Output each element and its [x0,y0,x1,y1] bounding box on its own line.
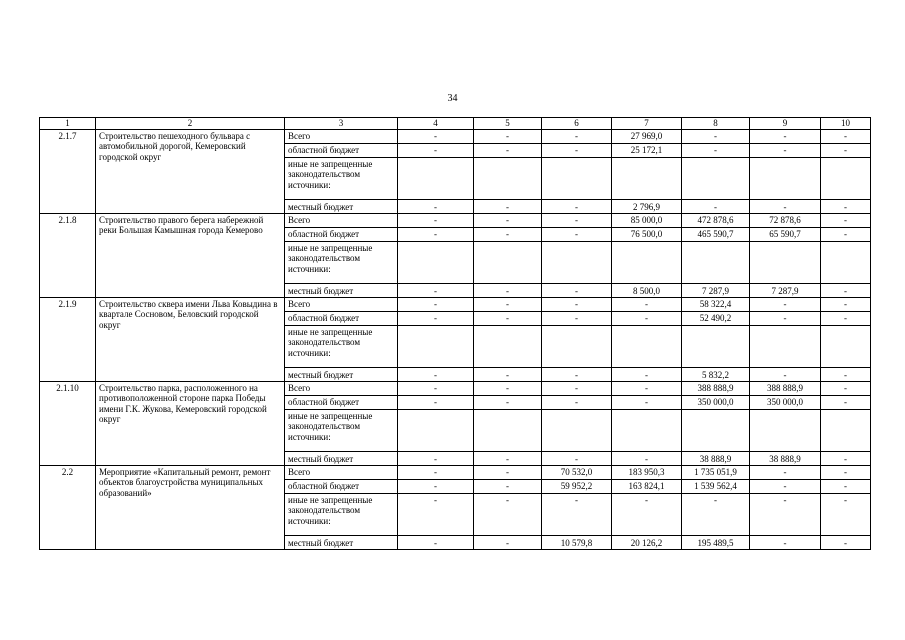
value-cell-col-9: 350 000,0 [750,396,821,410]
value-cell-col-5: - [474,284,542,298]
value-cell-col-4: - [398,494,474,536]
entry-code: 2.1.9 [40,298,96,382]
column-header-10: 10 [821,118,871,130]
value-cell-col-5: - [474,312,542,326]
value-cell-col-7: 20 126,2 [612,536,682,550]
value-cell-col-4: - [398,480,474,494]
value-cell-col-10: - [821,536,871,550]
value-cell-col-6 [542,242,612,284]
value-cell-col-10: - [821,214,871,228]
entry-code: 2.1.7 [40,130,96,214]
table-row [40,298,871,312]
value-cell-col-8: 5 832,2 [682,368,750,382]
value-cell-col-8: 195 489,5 [682,536,750,550]
funding-source-local: местный бюджет [285,200,398,214]
value-cell-col-6: - [542,200,612,214]
funding-source-other: иные не запрещенные законодательством источники: [285,242,398,284]
value-cell-col-6 [542,410,612,452]
funding-source-regional: областной бюджет [285,228,398,242]
value-cell-col-4 [398,326,474,368]
value-cell-col-6: - [542,284,612,298]
column-header-3: 3 [285,118,398,130]
value-cell-col-8 [682,326,750,368]
value-cell-col-9: - [750,466,821,480]
value-cell-col-8: 1 735 051,9 [682,466,750,480]
value-cell-col-6: - [542,144,612,158]
funding-source-other: иные не запрещенные законодательством источники: [285,326,398,368]
entry-name: Строительство сквера имени Льва Ковыдина в квартале Сосновом, Беловский городской округ [96,298,285,382]
value-cell-col-4: - [398,368,474,382]
value-cell-col-4: - [398,200,474,214]
funding-source-other: иные не запрещенные законодательством источники: [285,410,398,452]
value-cell-col-10: - [821,298,871,312]
value-cell-col-9 [750,158,821,200]
value-cell-col-7: 163 824,1 [612,480,682,494]
value-cell-col-9: - [750,368,821,382]
funding-source-regional: областной бюджет [285,480,398,494]
value-cell-col-8: 388 888,9 [682,382,750,396]
value-cell-col-9: - [750,536,821,550]
value-cell-col-7: 76 500,0 [612,228,682,242]
value-cell-col-6: - [542,368,612,382]
value-cell-col-5 [474,158,542,200]
value-cell-col-6 [542,326,612,368]
funding-source-total: Всего [285,214,398,228]
value-cell-col-4: - [398,214,474,228]
value-cell-col-6: - [542,494,612,536]
funding-source-regional: областной бюджет [285,144,398,158]
value-cell-col-7: 2 796,9 [612,200,682,214]
value-cell-col-6: - [542,382,612,396]
table-row [40,214,871,228]
value-cell-col-8: 52 490,2 [682,312,750,326]
value-cell-col-7: - [612,312,682,326]
value-cell-col-8 [682,242,750,284]
value-cell-col-8: - [682,494,750,536]
entry-name: Строительство пешеходного бульвара с автомобильной дорогой, Кемеровский городской округ [96,130,285,214]
value-cell-col-6: - [542,312,612,326]
value-cell-col-5: - [474,298,542,312]
value-cell-col-10 [821,242,871,284]
value-cell-col-10 [821,158,871,200]
value-cell-col-5: - [474,382,542,396]
value-cell-col-9: - [750,480,821,494]
value-cell-col-5: - [474,228,542,242]
value-cell-col-4: - [398,144,474,158]
value-cell-col-6: 59 952,2 [542,480,612,494]
value-cell-col-10: - [821,144,871,158]
funding-source-other: иные не запрещенные законодательством источники: [285,494,398,536]
column-header-7: 7 [612,118,682,130]
value-cell-col-8: - [682,200,750,214]
value-cell-col-5: - [474,494,542,536]
funding-source-local: местный бюджет [285,368,398,382]
column-header-5: 5 [474,118,542,130]
value-cell-col-5: - [474,144,542,158]
value-cell-col-5: - [474,200,542,214]
value-cell-col-7 [612,410,682,452]
value-cell-col-10: - [821,368,871,382]
value-cell-col-8: - [682,144,750,158]
value-cell-col-7: 25 172,1 [612,144,682,158]
value-cell-col-8: 472 878,6 [682,214,750,228]
value-cell-col-4: - [398,130,474,144]
value-cell-col-10: - [821,452,871,466]
value-cell-col-4: - [398,284,474,298]
value-cell-col-5: - [474,466,542,480]
value-cell-col-5: - [474,368,542,382]
column-header-4: 4 [398,118,474,130]
entry-name: Строительство парка, расположенного на противоположенной стороне парка Победы имени Г.К. Жукова, Кемеровский городской округ [96,382,285,466]
value-cell-col-6: 70 532,0 [542,466,612,480]
value-cell-col-6 [542,158,612,200]
value-cell-col-10 [821,326,871,368]
value-cell-col-6: - [542,214,612,228]
value-cell-col-8: 1 539 562,4 [682,480,750,494]
value-cell-col-9: - [750,298,821,312]
value-cell-col-8: - [682,130,750,144]
value-cell-col-7: - [612,452,682,466]
column-header-2: 2 [96,118,285,130]
entry-name: Строительство правого берега набережной реки Большая Камышная города Кемерово [96,214,285,298]
value-cell-col-4: - [398,298,474,312]
entry-code: 2.1.8 [40,214,96,298]
value-cell-col-7 [612,158,682,200]
value-cell-col-4: - [398,228,474,242]
column-header-8: 8 [682,118,750,130]
value-cell-col-10: - [821,284,871,298]
table-body [40,130,871,550]
value-cell-col-5 [474,326,542,368]
value-cell-col-5 [474,242,542,284]
table-row [40,382,871,396]
value-cell-col-10 [821,410,871,452]
funding-source-local: местный бюджет [285,452,398,466]
funding-source-local: местный бюджет [285,284,398,298]
value-cell-col-5: - [474,396,542,410]
value-cell-col-9: 65 590,7 [750,228,821,242]
value-cell-col-9: - [750,494,821,536]
value-cell-col-9 [750,410,821,452]
value-cell-col-5 [474,410,542,452]
value-cell-col-9 [750,326,821,368]
value-cell-col-7: 85 000,0 [612,214,682,228]
value-cell-col-4: - [398,452,474,466]
value-cell-col-7: - [612,382,682,396]
value-cell-col-8: 465 590,7 [682,228,750,242]
value-cell-col-7 [612,326,682,368]
column-header-1: 1 [40,118,96,130]
value-cell-col-5: - [474,214,542,228]
value-cell-col-9: 72 878,6 [750,214,821,228]
value-cell-col-9: - [750,130,821,144]
value-cell-col-10: - [821,396,871,410]
value-cell-col-10: - [821,466,871,480]
value-cell-col-7 [612,242,682,284]
value-cell-col-8 [682,158,750,200]
table-row [40,466,871,480]
value-cell-col-4: - [398,312,474,326]
column-header-9: 9 [750,118,821,130]
value-cell-col-9: 38 888,9 [750,452,821,466]
value-cell-col-7: - [612,368,682,382]
value-cell-col-10: - [821,130,871,144]
page-number: 34 [447,93,458,104]
value-cell-col-10: - [821,228,871,242]
value-cell-col-7: 27 969,0 [612,130,682,144]
funding-source-total: Всего [285,466,398,480]
value-cell-col-5: - [474,452,542,466]
value-cell-col-5: - [474,480,542,494]
budget-table [39,117,871,550]
value-cell-col-4: - [398,536,474,550]
value-cell-col-10: - [821,312,871,326]
value-cell-col-6: - [542,130,612,144]
value-cell-col-8: 38 888,9 [682,452,750,466]
value-cell-col-10: - [821,200,871,214]
value-cell-col-7: - [612,494,682,536]
value-cell-col-4: - [398,396,474,410]
value-cell-col-9: - [750,312,821,326]
entry-code: 2.2 [40,466,96,550]
funding-source-total: Всего [285,382,398,396]
funding-source-other: иные не запрещенные законодательством источники: [285,158,398,200]
value-cell-col-6: - [542,396,612,410]
funding-source-total: Всего [285,298,398,312]
value-cell-col-9: - [750,200,821,214]
value-cell-col-4 [398,242,474,284]
funding-source-local: местный бюджет [285,536,398,550]
value-cell-col-6: 10 579,8 [542,536,612,550]
value-cell-col-4: - [398,466,474,480]
value-cell-col-9: - [750,144,821,158]
value-cell-col-7: - [612,298,682,312]
value-cell-col-6: - [542,298,612,312]
value-cell-col-4 [398,410,474,452]
value-cell-col-9 [750,242,821,284]
value-cell-col-5: - [474,130,542,144]
value-cell-col-6: - [542,228,612,242]
funding-source-total: Всего [285,130,398,144]
value-cell-col-8 [682,410,750,452]
value-cell-col-10: - [821,480,871,494]
value-cell-col-6: - [542,452,612,466]
value-cell-col-8: 58 322,4 [682,298,750,312]
funding-source-regional: областной бюджет [285,396,398,410]
value-cell-col-4 [398,158,474,200]
value-cell-col-7: 183 950,3 [612,466,682,480]
funding-source-regional: областной бюджет [285,312,398,326]
table-row [40,130,871,144]
value-cell-col-7: - [612,396,682,410]
value-cell-col-9: 388 888,9 [750,382,821,396]
entry-code: 2.1.10 [40,382,96,466]
value-cell-col-4: - [398,382,474,396]
value-cell-col-8: 350 000,0 [682,396,750,410]
value-cell-col-7: 8 500,0 [612,284,682,298]
entry-name: Мероприятие «Капитальный ремонт, ремонт объектов благоустройства муниципальных образований» [96,466,285,550]
value-cell-col-10: - [821,494,871,536]
column-header-6: 6 [542,118,612,130]
value-cell-col-10: - [821,382,871,396]
value-cell-col-8: 7 287,9 [682,284,750,298]
value-cell-col-9: 7 287,9 [750,284,821,298]
header-row [40,118,871,130]
value-cell-col-5: - [474,536,542,550]
